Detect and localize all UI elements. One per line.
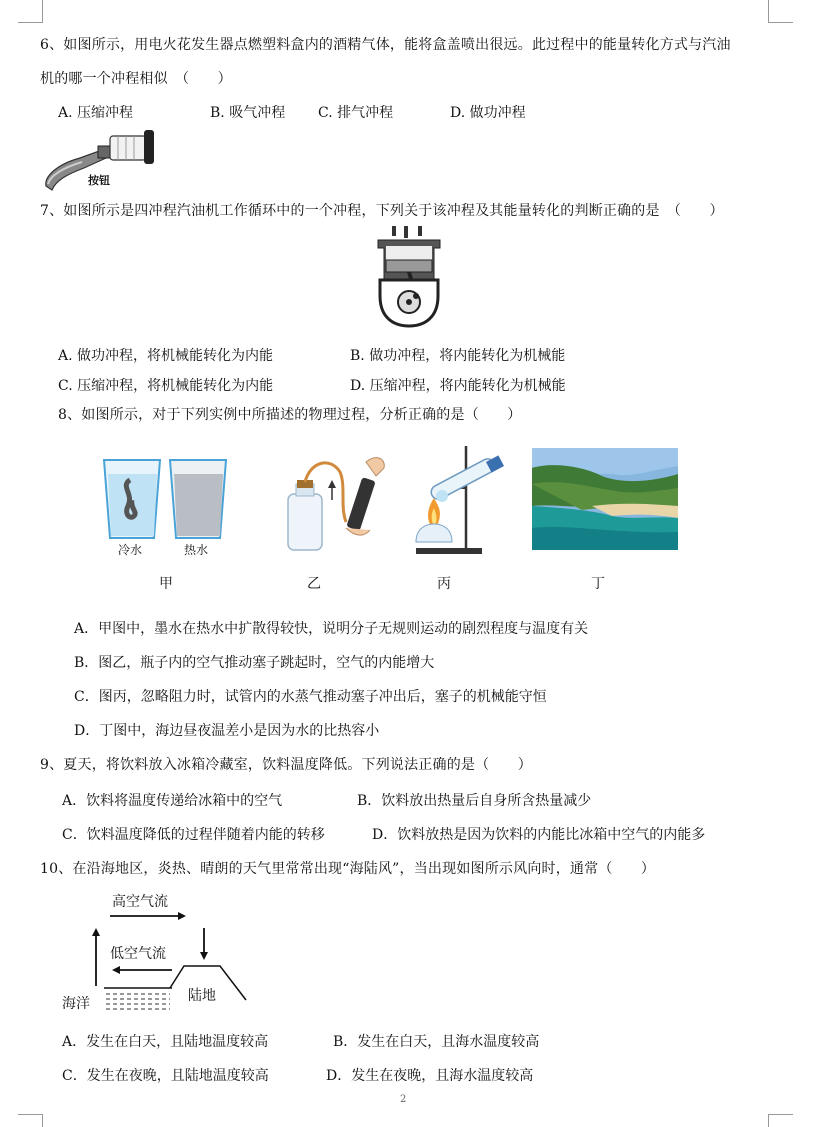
q8-figure-label-jia: 甲 xyxy=(159,576,173,592)
q10-option-a: A．发生在白天，且陆地温度较高 xyxy=(62,1034,269,1050)
page-number: 2 xyxy=(400,1094,407,1105)
crop-mark-top-left xyxy=(42,0,43,22)
q7-engine-cylinder-figure xyxy=(374,226,444,328)
q10-option-c: C．发生在夜晚，且陆地温度较高 xyxy=(62,1068,269,1084)
q6-option-a: A. 压缩冲程 xyxy=(58,105,134,121)
q8-figure-yi-bottle-pump xyxy=(280,452,396,556)
q8-option-d: D．丁图中，海边昼夜温差小是因为水的比热容小 xyxy=(74,723,380,739)
q7-option-a: A. 做功冲程，将机械能转化为内能 xyxy=(58,348,274,364)
q8-option-a: A．甲图中，墨水在热水中扩散得较快，说明分子无规则运动的剧烈程度与温度有关 xyxy=(74,621,589,637)
q10-stem: 10、在沿海地区，炎热、晴朗的天气里常常出现“海陆风”，当出现如图所示风向时，通常（ ） xyxy=(40,861,656,877)
q9-stem: 9、夏天，将饮料放入冰箱冷藏室，饮料温度降低。下列说法正确的是（ ） xyxy=(40,757,532,773)
q8-hot-water-label: 热水 xyxy=(184,543,209,557)
q9-option-d: D．饮料放热是因为饮料的内能比冰箱中空气的内能多 xyxy=(372,827,706,843)
q10-high-air-label: 高空气流 xyxy=(112,894,168,910)
q9-option-c: C．饮料温度降低的过程伴随着内能的转移 xyxy=(62,827,325,843)
q6-option-c: C. 排气冲程 xyxy=(318,105,394,121)
q8-figure-jia-beakers xyxy=(100,456,232,560)
crop-mark-top-left-h xyxy=(18,22,43,23)
q7-stem: 7、如图所示是四冲程汽油机工作循环中的一个冲程，下列关于该冲程及其能量转化的判断正确的是 （ ） xyxy=(40,203,724,219)
q8-cold-water-label: 冷水 xyxy=(118,543,143,557)
q8-figure-label-ding: 丁 xyxy=(591,576,605,592)
crop-mark-bottom-right-h xyxy=(768,1114,793,1115)
q7-option-b: B. 做功冲程，将内能转化为机械能 xyxy=(350,348,566,364)
q8-figure-label-bing: 丙 xyxy=(437,576,451,592)
crop-mark-bottom-right xyxy=(768,1114,769,1127)
q8-figure-bing-test-tube xyxy=(408,444,508,556)
q6-option-b: B. 吸气冲程 xyxy=(210,105,286,121)
q6-stem-line1: 6、如图所示，用电火花发生器点燃塑料盒内的酒精气体，能将盒盖喷出很远。此过程中的能量转化方式与汽油 xyxy=(40,37,731,53)
q7-option-d: D. 压缩冲程，将内能转化为机械能 xyxy=(350,378,566,394)
q10-option-d: D．发生在夜晚，且海水温度较高 xyxy=(326,1068,534,1084)
crop-mark-top-right-h xyxy=(768,22,793,23)
q8-option-b: B．图乙，瓶子内的空气推动塞子跳起时，空气的内能增大 xyxy=(74,655,435,671)
q8-stem: 8、如图所示，对于下列实例中所描述的物理过程，分析正确的是（ ） xyxy=(58,407,522,423)
q10-option-b: B．发生在白天，且海水温度较高 xyxy=(333,1034,540,1050)
q10-sea-land-breeze-figure xyxy=(60,888,260,1018)
q6-figure-label: 按钮 xyxy=(88,174,110,187)
crop-mark-bottom-left xyxy=(42,1114,43,1127)
q6-option-d: D. 做功冲程 xyxy=(450,105,526,121)
q8-figure-label-yi: 乙 xyxy=(307,576,321,592)
crop-mark-top-right xyxy=(768,0,769,22)
q9-option-b: B．饮料放出热量后自身所含热量减少 xyxy=(357,793,592,809)
q8-option-c: C．图丙，忽略阻力时，试管内的水蒸气推动塞子冲出后，塞子的机械能守恒 xyxy=(74,689,547,705)
q10-land-label: 陆地 xyxy=(188,988,216,1004)
q10-low-air-label: 低空气流 xyxy=(110,946,166,962)
q6-spark-generator-figure xyxy=(40,124,160,196)
q6-stem-line2: 机的哪一个冲程相似 （ ） xyxy=(40,71,232,87)
q8-figure-ding-seaside-photo xyxy=(532,448,678,550)
q9-option-a: A．饮料将温度传递给冰箱中的空气 xyxy=(62,793,283,809)
crop-mark-bottom-left-h xyxy=(18,1114,43,1115)
q10-sea-label: 海洋 xyxy=(62,996,90,1012)
q7-option-c: C. 压缩冲程，将机械能转化为内能 xyxy=(58,378,274,394)
